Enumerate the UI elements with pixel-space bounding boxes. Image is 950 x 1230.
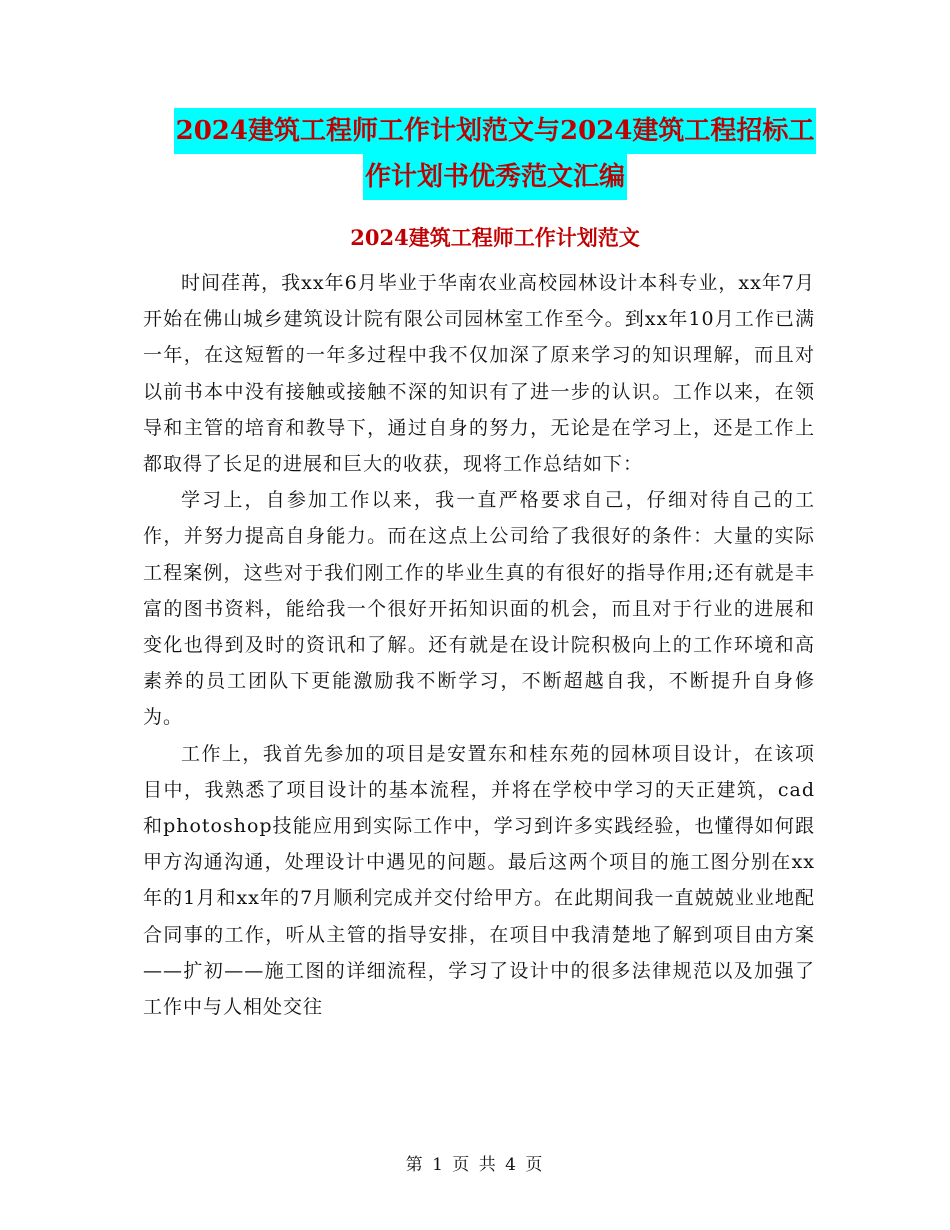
paragraph-2: 学习上，自参加工作以来，我一直严格要求自己，仔细对待自己的工作，并努力提高自身能力。而在这点上公司给了我很好的条件：大量的实际工程案例，这些对于我们刚工作的毕业生真的有很好的指导作用;还有就是丰富的图书资料，能给我一个很好开拓知识面的机会，而且对于行业的进展和变化也得到及时的资讯和了解。还有就是在设计院积极向上的工作环境和高素养的员工团队下更能激励我不断学习，不断超越自我，不断提升自身修为。 [143, 489, 815, 729]
paragraph-1: 时间荏苒，我xx年6月毕业于华南农业高校园林设计本科专业，xx年7月开始在佛山城乡建筑设计院有限公司园林室工作至今。到xx年10月工作已满一年，在这短暂的一年多过程中我不仅加深了原来学习的知识理解，而且对以前书本中没有接触或接触不深的知识有了进一步的认识。工作以来，在领导和主管的培育和教导下，通过自身的努力，无论是在学习上，还是工作上都取得了长足的进展和巨大的收获，现将工作总结如下： [143, 272, 815, 476]
section-title: 2024建筑工程师工作计划范文 [350, 225, 640, 250]
document-title-line-1: 2024建筑工程师工作计划范文与2024建筑工程招标工 [174, 108, 817, 154]
paragraph-3: 工作上，我首先参加的项目是安置东和桂东苑的园林项目设计，在该项目中，我熟悉了项目设计的基本流程，并将在学校中学习的天正建筑，cad和photoshop技能应用到实际工作中，学习到许多实践经验，也懂得如何跟甲方沟通沟通，处理设计中遇见的问题。最后这两个项目的施工图分别在xx年的1月和xx年的7月顺利完成并交付给甲方。在此期间我一直兢兢业业地配合同事的工作，听从主管的指导安排，在项目中我清楚地了解到项目由方案——扩初——施工图的详细流程，学习了设计中的很多法律规范以及加强了工作中与人相处交往 [143, 742, 815, 1019]
document-title [140, 108, 850, 200]
page-footer: 第 1 页 共 4 页 [405, 1155, 545, 1175]
document-title-line-2: 作计划书优秀范文汇编 [363, 154, 627, 200]
document-body [143, 265, 815, 1025]
